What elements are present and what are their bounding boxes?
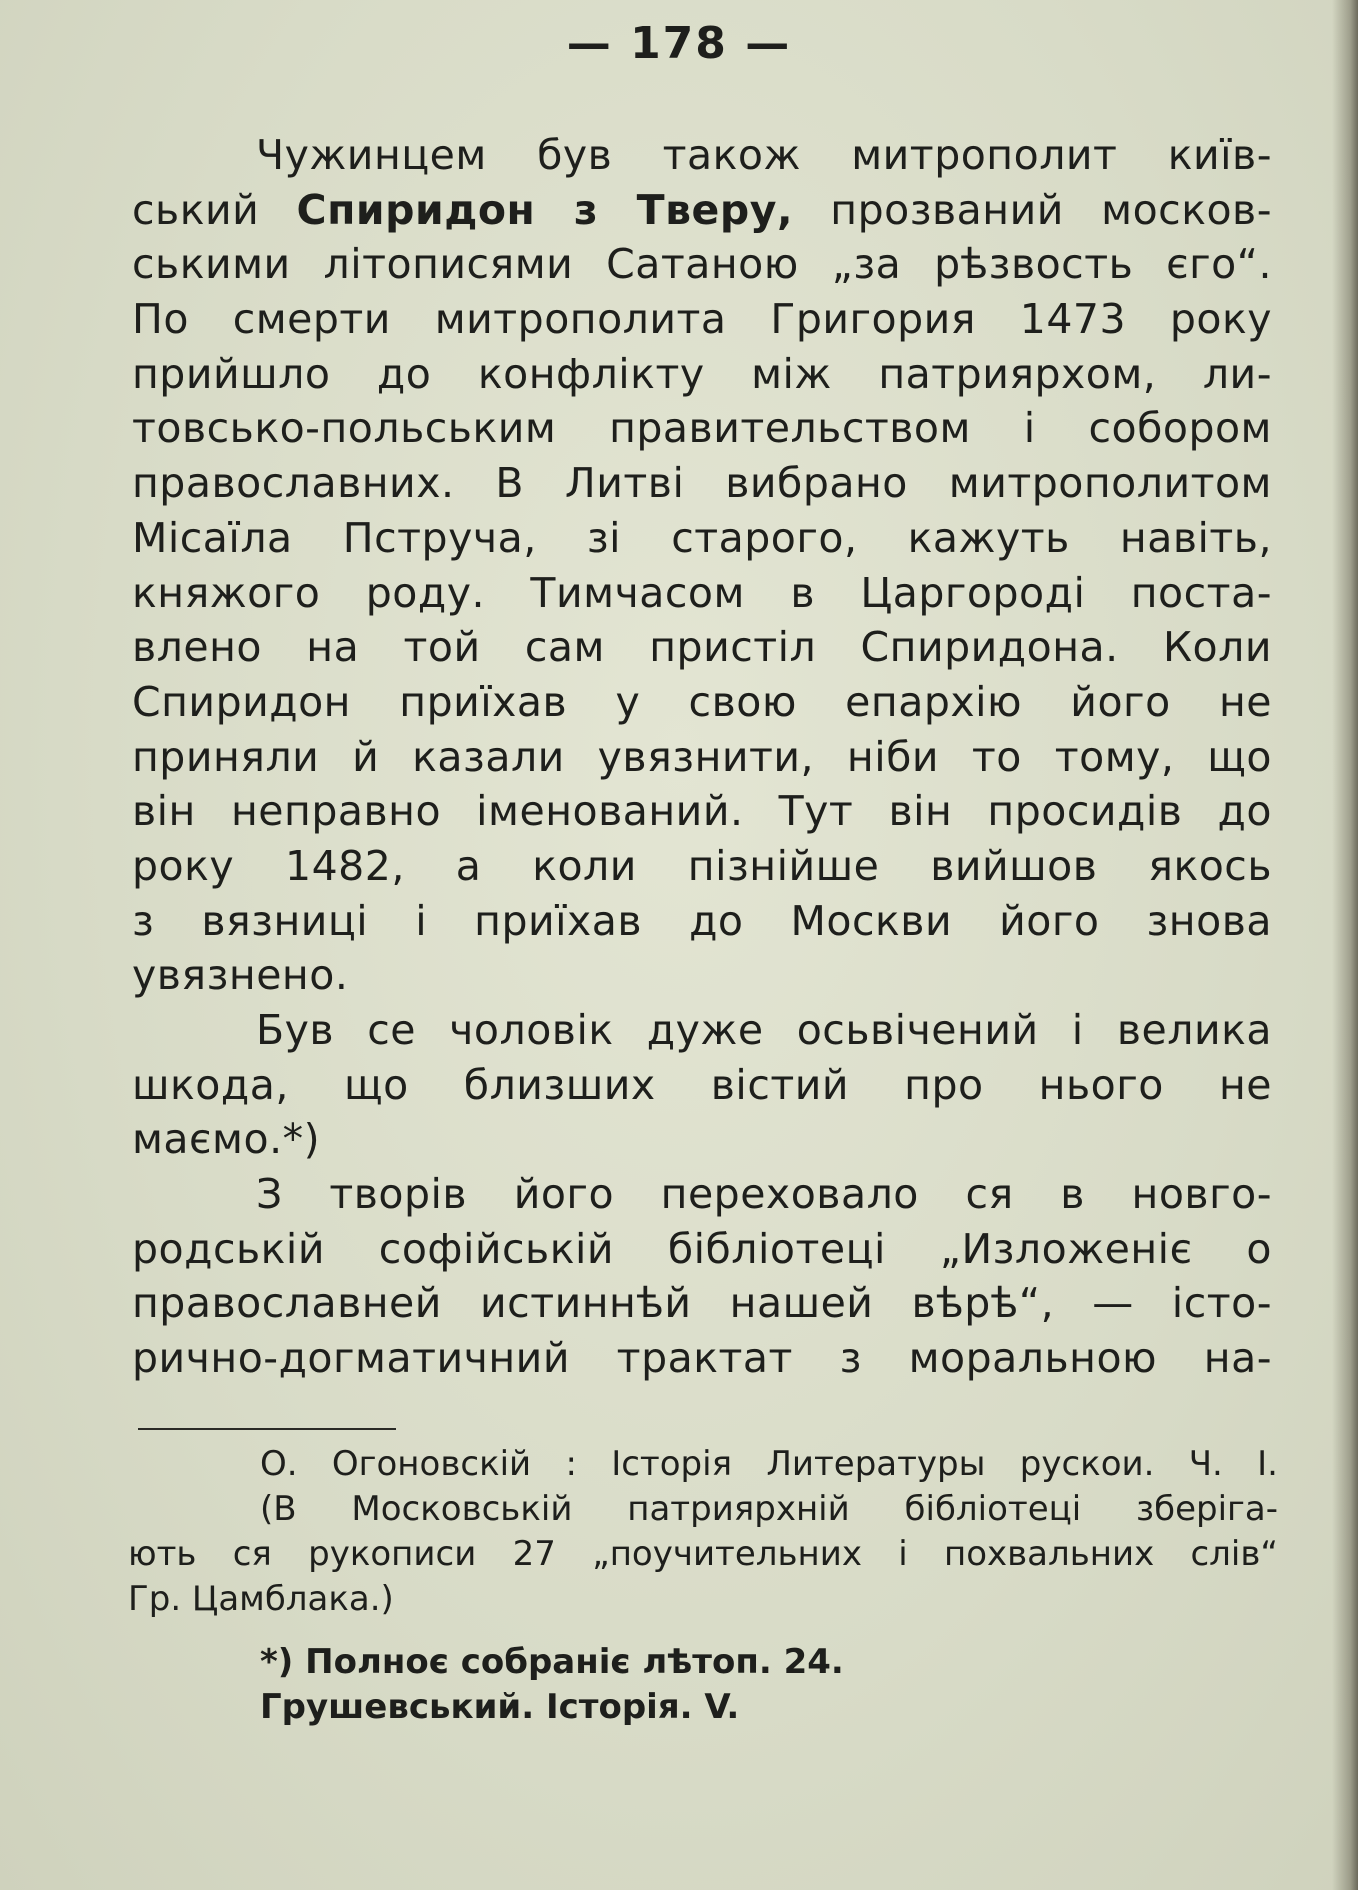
footnote-line: Гр. Цамблака.) [128, 1579, 394, 1619]
text-line: з вязниці і приїхав до Москви його знова [132, 896, 1272, 945]
text-line: Чужинцем був також митрополит київ- [256, 131, 1272, 179]
text-line: православней истиннѣй нашей вѣрѣ“, — істо- [132, 1279, 1272, 1328]
footnote-line: Грушевський. Історія. V. [260, 1687, 740, 1727]
main-text [132, 128, 1272, 1386]
text-line: Був се чоловік дуже осьвічений і велика [256, 1006, 1272, 1054]
text-line: родській софійській бібліотеці „Изложеніє о [132, 1224, 1272, 1273]
text-line: маємо.*) [132, 1115, 321, 1164]
text-line: влено на той сам пристіл Спиридона. Коли [132, 623, 1272, 672]
text-line: він неправно іменований. Тут він просидів до [132, 787, 1272, 836]
text-fragment: ський [132, 185, 297, 234]
bold-name: Спиридон з Тверу, [296, 185, 794, 234]
text-fragment: прозваний москов- [830, 185, 1272, 234]
footnote-line: *) Полноє собраніє лѣтоп. 24. [260, 1642, 844, 1682]
text-line: Місаїла Пструча, зі старого, кажуть навіть, [132, 513, 1272, 562]
text-line: товсько-польським правительством і собором [132, 404, 1272, 453]
text-line: З творів його переховало ся в новго- [256, 1170, 1272, 1219]
footnote-line: (В Московській патриярхній бібліотеці зберіга- [260, 1489, 1278, 1529]
footnotes [128, 1442, 1278, 1730]
text-line: княжого роду. Тимчасом в Царгороді поста- [132, 568, 1272, 617]
footnote-line: О. Огоновскій : Історія Литературы рускои. Ч. І. [260, 1444, 1278, 1484]
text-line: православних. В Литві вибрано митрополитом [132, 459, 1272, 508]
text-line: приняли й казали увязнити, ніби то тому, що [132, 732, 1272, 781]
text-line: року 1482, а коли пізнійше вийшов якось [132, 841, 1272, 890]
text-line [132, 183, 1272, 238]
text-line: прийшло до конфлікту між патриярхом, ли- [132, 349, 1272, 398]
text-line: По смерти митрополита Григория 1473 року [132, 295, 1272, 344]
text-line: Спиридон приїхав у свою епархію його не [132, 677, 1272, 726]
footnote-line: ють ся рукописи 27 „поучительних і похвальних слів“ [128, 1534, 1278, 1574]
page-number: — 178 — [566, 18, 792, 69]
footnote-gap [128, 1622, 1278, 1640]
binding-shadow [1332, 0, 1358, 1890]
text-line: увязнено. [132, 951, 349, 1000]
text-line: ськими літописями Сатаною „за рѣзвость єго“. [132, 240, 1272, 289]
text-line: шкода, що близших вістий про нього не [132, 1060, 1272, 1109]
footnote-divider [138, 1428, 396, 1430]
text-line: рично-догматичний трактат з моральною на- [132, 1334, 1272, 1383]
